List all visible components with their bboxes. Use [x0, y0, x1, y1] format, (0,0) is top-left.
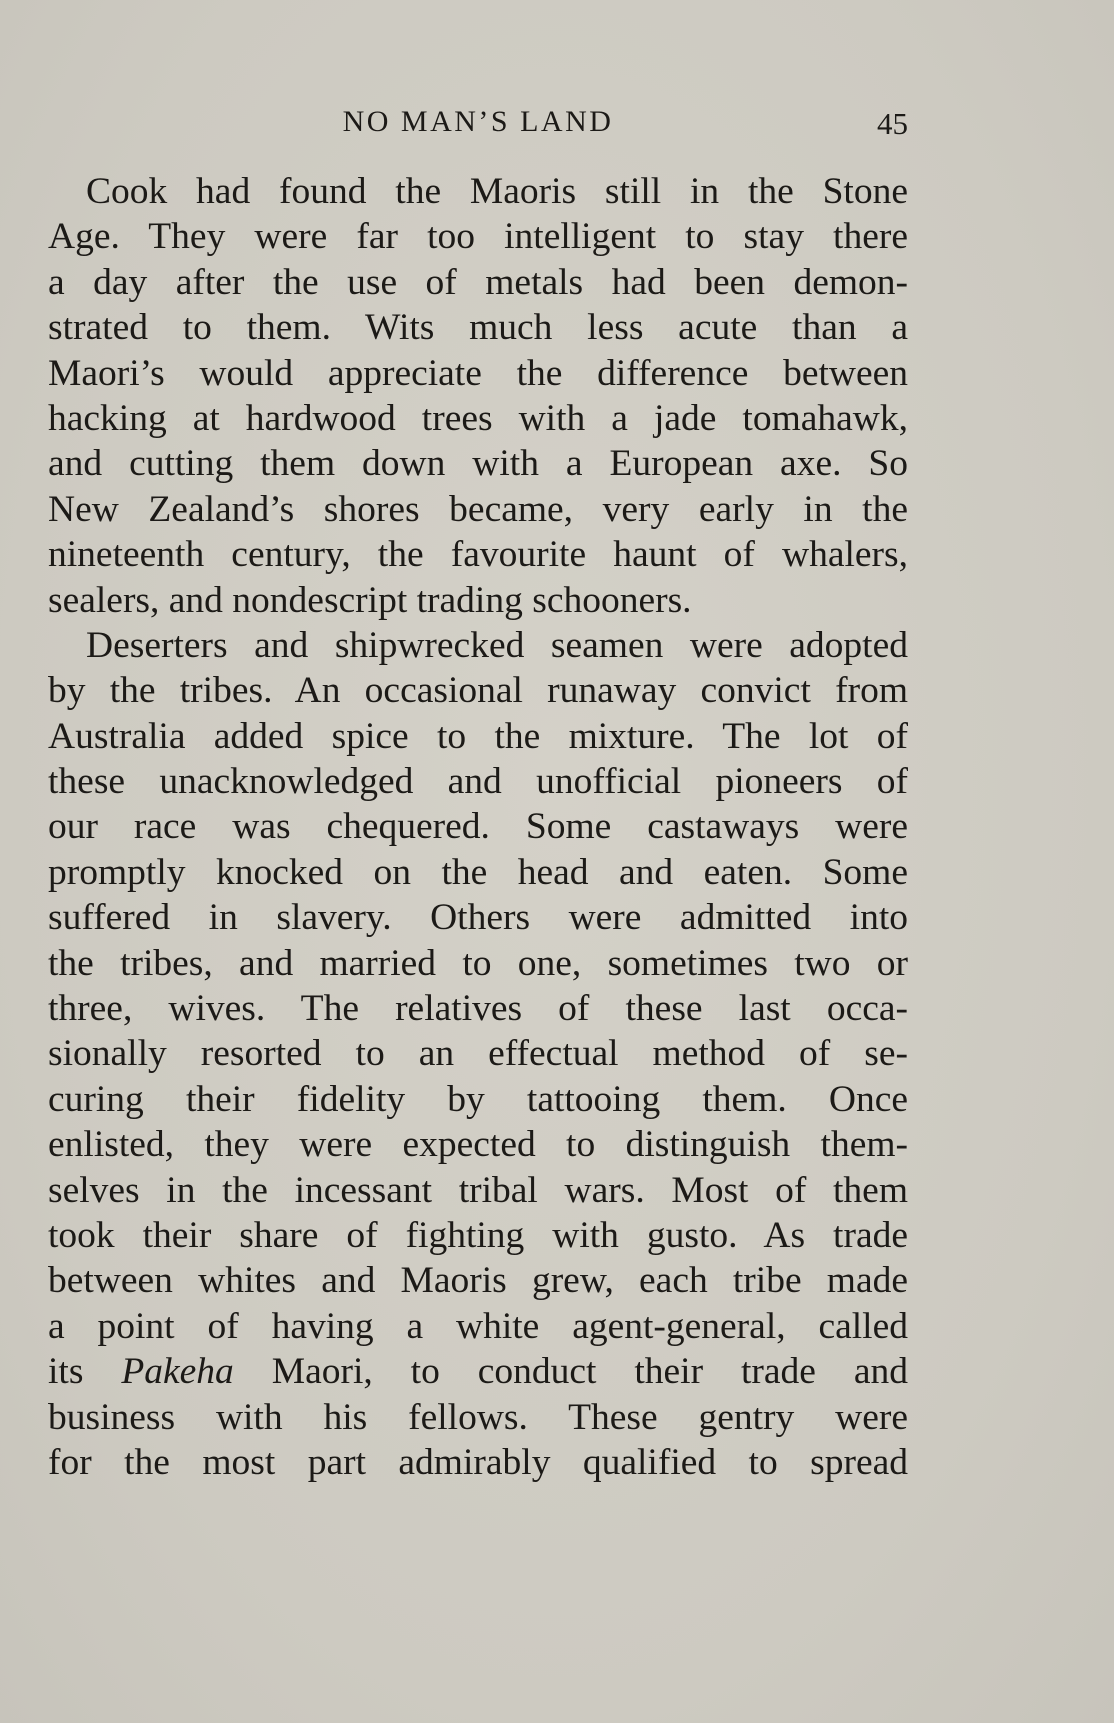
text-line: Maori’s would appreciate the difference between: [48, 352, 908, 394]
text-line: New Zealand’s shores became, very early in the: [48, 488, 908, 530]
text-line: curing their fidelity by tattooing them. Once: [48, 1078, 908, 1120]
text-line: Cook had found the Maoris still in the Stone: [86, 171, 908, 212]
text-segment: its: [48, 1351, 122, 1393]
text-line: Australia added spice to the mixture. The lot of: [48, 715, 908, 757]
text-line: strated to them. Wits much less acute than a: [48, 307, 908, 349]
running-title: [48, 100, 908, 144]
text-line: these unacknowledged and unofficial pioneers of: [48, 761, 908, 803]
text-line: took their share of fighting with gusto. As trade: [48, 1214, 908, 1256]
text-line: Deserters and shipwrecked seamen were adopted: [86, 624, 908, 666]
text-line: for the most part admirably qualified to spread: [48, 1441, 908, 1483]
text-line: business with his fellows. These gentry were: [48, 1396, 908, 1438]
text-line: our race was chequered. Some castaways were: [48, 806, 908, 848]
text-line: selves in the incessant tribal wars. Most of them: [48, 1169, 908, 1211]
text-line: promptly knocked on the head and eaten. Some: [48, 851, 908, 893]
text-segment: Maori, to conduct their trade and: [233, 1351, 908, 1393]
running-title-text: NO MAN’S LAND: [342, 105, 614, 138]
italic-word: Pakeha: [121, 1351, 234, 1393]
text-line: enlisted, they were expected to distinguish them-: [48, 1124, 908, 1166]
text-line: the tribes, and married to one, sometimes two or: [48, 942, 908, 984]
running-head: [48, 100, 908, 144]
text-line: suffered in slavery. Others were admitted into: [48, 897, 908, 939]
text-line: nineteenth century, the favourite haunt of whalers,: [48, 534, 908, 576]
text-line: Age. They were far too intelligent to stay there: [48, 216, 908, 258]
text-line: three, wives. The relatives of these last occa-: [48, 988, 908, 1030]
page-number: 45: [877, 106, 908, 141]
text-line: and cutting them down with a European axe. So: [48, 443, 908, 485]
body-text: [48, 169, 908, 1485]
text-line: sealers, and nondescript trading schooners.: [48, 579, 692, 621]
text-line: hacking at hardwood trees with a jade tomahawk,: [48, 397, 908, 439]
text-line: between whites and Maoris grew, each tribe made: [48, 1260, 908, 1302]
text-line: a point of having a white agent-general, called: [48, 1305, 908, 1347]
text-line: a day after the use of metals had been demon-: [48, 261, 908, 303]
text-line: by the tribes. An occasional runaway convict from: [48, 670, 908, 712]
text-line-with-italic: [48, 1349, 908, 1394]
text-line: sionally resorted to an effectual method of se-: [48, 1033, 908, 1075]
